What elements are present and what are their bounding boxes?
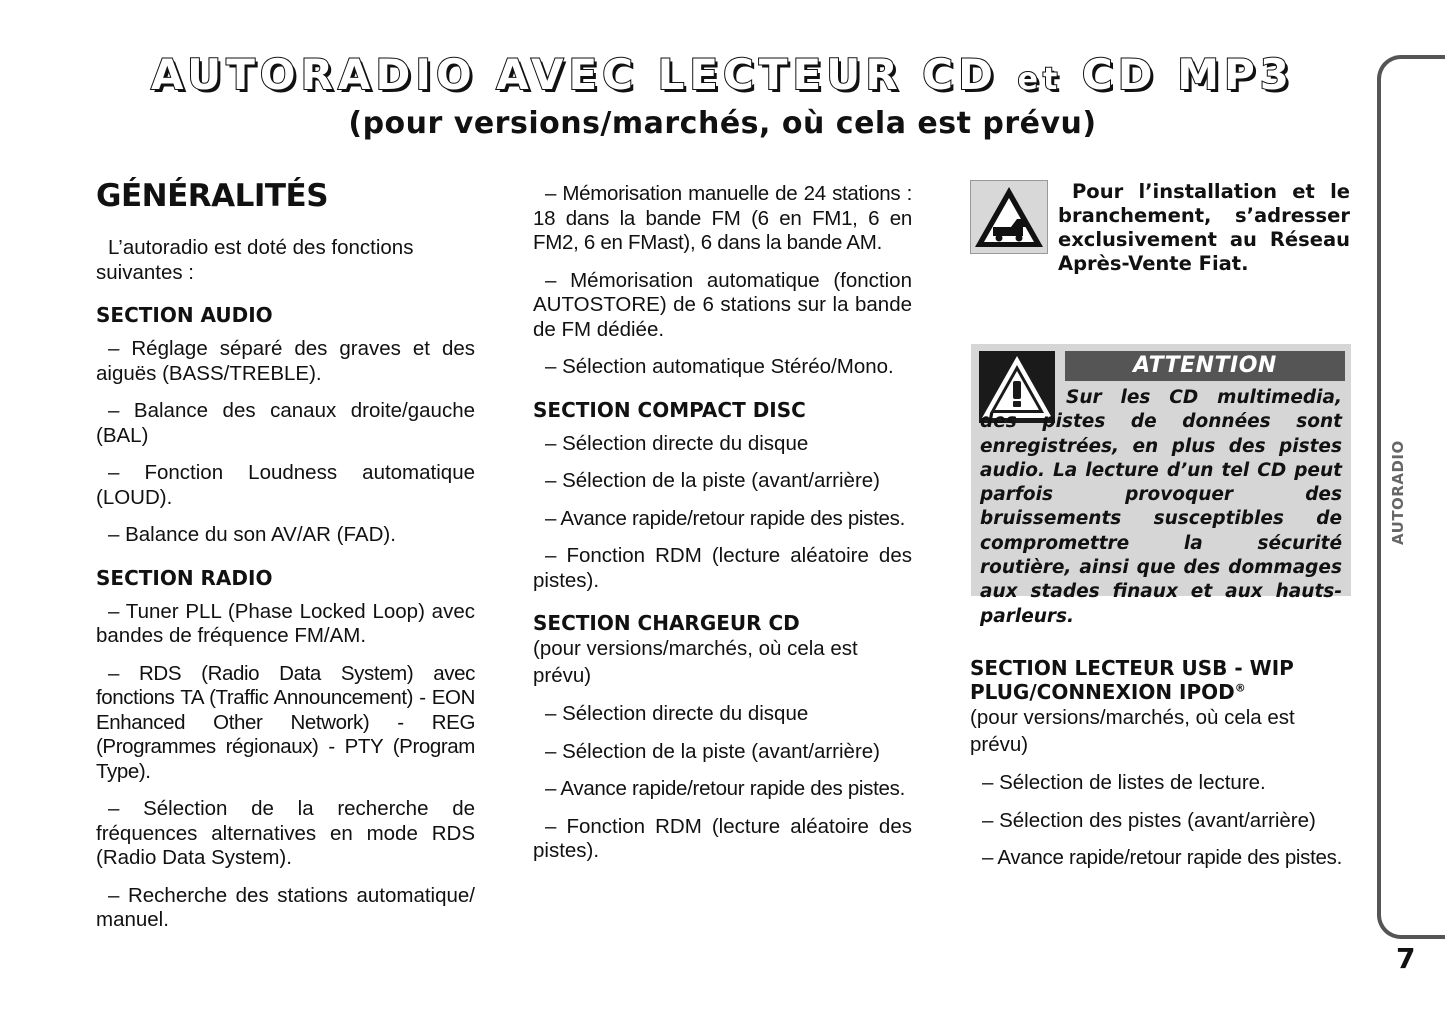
list-item: – Réglage séparé des graves et des aiguës (BASS/TREBLE). (96, 337, 475, 385)
section-heading-generalites: GÉNÉRALITÉS (96, 178, 329, 214)
list-item: – Sélection de la piste (avant/arrière) (545, 739, 881, 763)
list-item: – RDS (Radio Data System) avec fonctions TA (Traffic Announcement) - EON Enhanced Other Network) - REG (Programmes régionaux) - PTY (Program Type). (96, 661, 475, 783)
section-heading-audio: SECTION AUDIO (96, 303, 273, 327)
service-note-box (970, 180, 1350, 275)
list-item: – Sélection directe du disque (545, 702, 809, 725)
attention-text: Sur les CD multimedia, des pistes de données sont enregistrées, en plus des pistes audio. La lecture d’un tel CD peut parfois provoquer des bruissements susceptibles de compromettre la sécurité routière, ainsi que des dommages aux stades finaux et aux hauts-parleurs. (980, 387, 1342, 627)
page-title: AUTORADIO AVEC LECTEUR CD et CD MP3 (150, 50, 1295, 99)
list-item: – Avance rapide/retour rapide des pistes. (982, 846, 1342, 869)
list-item: – Sélection de listes de lecture. (982, 771, 1266, 794)
list-item: – Sélection automatique Stéréo/Mono. (545, 355, 894, 378)
usb-section (970, 656, 1350, 884)
column-1 (96, 178, 475, 946)
section-heading-usb: SECTION LECTEUR USB - WIP PLUG/CONNEXION IPOD® (970, 656, 1294, 704)
section-heading-radio: SECTION RADIO (96, 565, 273, 590)
section-heading-compact-disc: SECTION COMPACT DISC (533, 397, 806, 422)
list-item: – Balance du son AV/AR (FAD). (108, 523, 396, 546)
list-item: – Recherche des stations automatique/ manuel. (96, 883, 475, 931)
list-item: – Sélection des pistes (avant/arrière) (982, 808, 1316, 832)
van-warning-triangle-icon (970, 180, 1048, 254)
column-2 (533, 182, 912, 877)
availability-note: (pour versions/marchés, où cela est prévu) (970, 706, 1295, 756)
availability-note: (pour versions/marchés, où cela est prévu) (533, 637, 858, 687)
list-item: – Mémorisation manuelle de 24 stations : 18 dans la bande FM (6 en FM1, 6 en FM2, 6 en FMast), 6 dans la bande AM. (533, 182, 912, 254)
list-item: – Tuner PLL (Phase Locked Loop) avec bandes de fréquence FM/AM. (96, 599, 475, 647)
list-item: – Balance des canaux droite/gauche (BAL) (96, 399, 475, 447)
chapter-tab (1377, 55, 1445, 939)
chapter-tab-label: AUTORADIO (1389, 440, 1407, 545)
page-number: 7 (1396, 942, 1416, 975)
list-item: – Fonction RDM (lecture aléatoire des pistes). (533, 814, 912, 862)
attention-label: ATTENTION (1065, 351, 1345, 381)
list-item: – Avance rapide/retour rapide des pistes. (545, 777, 905, 800)
attention-box (971, 344, 1351, 627)
list-item: – Sélection directe du disque (545, 431, 809, 455)
list-item: – Fonction Loudness automatique (LOUD). (96, 461, 475, 509)
list-item: – Sélection de la recherche de fréquences alternatives en mode RDS (Radio Data System). (96, 797, 475, 869)
list-item: – Avance rapide/retour rapide des pistes. (545, 506, 905, 530)
page-subtitle: (pour versions/marchés, où cela est prévu) (348, 106, 1097, 141)
list-item: – Mémorisation automatique (fonction AUTOSTORE) de 6 stations sur la bande de FM dédiée. (533, 268, 912, 341)
list-item: – Sélection de la piste (avant/arrière) (545, 469, 881, 492)
intro-paragraph: L’autoradio est doté des fonctions suivantes : (96, 236, 414, 284)
column-3 (970, 180, 1350, 275)
section-heading-chargeur-cd: SECTION CHARGEUR CD (533, 611, 800, 635)
service-note-text: Pour l’installation et le branchement, s’adresser exclusivement au Réseau Après-Vente Fiat. (1058, 180, 1350, 275)
list-item: – Fonction RDM (lecture aléatoire des pistes). (533, 544, 912, 592)
